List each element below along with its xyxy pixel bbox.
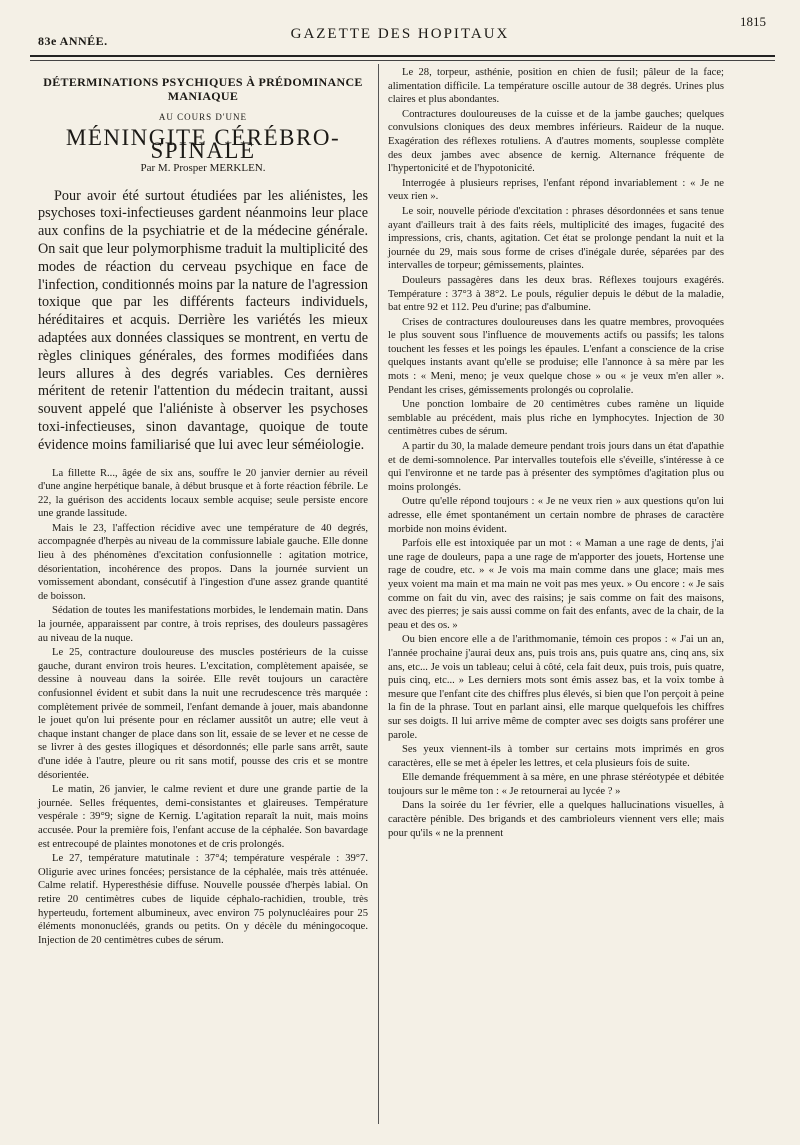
left-column: [38, 66, 368, 948]
body-paragraph: Douleurs passagères dans les deux bras. Réflexes toujours exagérés. Température : 37°3 à 38°2. Le pouls, régulier depuis le début de la maladie, bat entre 92 et 112. Peu d'urine; pas d'albumine.: [388, 274, 724, 314]
body-paragraph: Parfois elle est intoxiquée par un mot : « Maman a une rage de dents, j'ai une rage de douleurs, papa a une rage de m'apporter des jouets, Hortense une rage de coudre, etc. » « Je vois ma main comme dans une glace; mais mes yeux voient ma main et ma main ne voit pas mes yeux. » Ou encore : « Je sais comme on fait du vin, avec des raisins; je sais comme on fait des maisons, avec des pierres; je sais aussi comme on fait des enfants, avec de la chair, de la peau et des os. »: [388, 538, 724, 631]
body-paragraph: Dans la soirée du 1er février, elle a quelques hallucinations visuelles, à caractère pénible. Des brigands et des cambrioleurs viennent vers elle; mais pour qu'ils « ne la prennent: [388, 800, 724, 839]
body-paragraph: Le matin, 26 janvier, le calme revient et dure une grande partie de la journée. Selles fréquentes, demi-consistantes et glaireuses. Température vespérale : 39°9; signe de Kernig. L'agitation reparaît la nuit, mais moins accusée. Pour la première fois, l'enfant accuse de la céphalée. Son bavardage est entrecoupé de plaintes monotones et de cris prolongés.: [38, 784, 368, 850]
body-paragraph: Ses yeux viennent-ils à tomber sur certains mots imprimés en gros caractères, elle se met à épeler les lettres, et cela plusieurs fois de suite.: [388, 744, 724, 769]
page-number: 1815: [740, 14, 766, 29]
article-subkicker: AU COURS D'UNE: [158, 112, 248, 123]
article-title: MÉNINGITE CÉRÉBRO-SPINALE: [65, 124, 341, 164]
body-paragraph: Interrogée à plusieurs reprises, l'enfant répond invariablement : « Je ne veux rien ».: [388, 177, 724, 203]
body-paragraph: Le 28, torpeur, asthénie, position en chien de fusil; pâleur de la face; alimentation difficile. La température oscille autour de 38 degrés. Urines plus claires et plus abondantes.: [388, 67, 724, 106]
lead-paragraph: Pour avoir été surtout étudiées par les aliénistes, les psychoses toxi-infectieuses gardent néanmoins leur place aux confins de la psychiatrie et de la médecine générale. On sait que leur polymorphisme traduit la multiplicité des modes de réaction du cerveau psychique en face de l'infection, conditionnés moins par la nature de l'agression toxique que par les différents facteurs individuels, héréditaires et acquis. Derrière les variétés les mieux adaptées aux données classiques se montrent, en vertu de règles cliniques générales, des formes modifiées dans leurs allures à des degrés variables. Ces dernières méritent de retenir l'attention du médecin traitant, aussi souvent appelé que l'aliéniste à observer les psychoses toxi-infectieuses, sinon davantage, quoique de toute évidence moins familiarisé que lui avec leur séméiologie.: [38, 187, 368, 453]
body-paragraph: Le 25, contracture douloureuse des muscles postérieurs de la cuisse gauche, durant environ trois heures. L'excitation, complètement apaisée, se dessine à nouveau dans la soirée. Elle revêt toujours un caractère confusionnel évident et subit dans la nuit une recrudescence très marquée : complètement privée de sommeil, l'enfant demande à jouer, mais abandonne le jouet qu'on lui présente pour en réclamer aussitôt un autre; elle veut à chaque instant changer de place dans son lit, essaie de se lever et ne cesse de se livrer à des gestes illogiques et désordonnés; elle parle sans arrêt, saute d'une idée à l'autre, pleure ou rit sans motif, pousse des cris et se montre désorientée.: [38, 647, 368, 781]
body-paragraph: Une ponction lombaire de 20 centimètres cubes ramène un liquide semblable au précédent, mais plus riche en lymphocytes. Injection de 30 centimètres cubes de sérum.: [388, 399, 724, 438]
body-paragraph: Le soir, nouvelle période d'excitation : phrases désordonnées et sans tenue ayant d'ailleurs trait à des faits réels, multiplicité des images, fugacité des impressions, cris, chants, agitation. Cet état se prolonge pendant la nuit et la journée du 29, mais sous forme de crises d'inégale durée, séparées par des intervalles de torpeur; gémissements, plaintes.: [388, 205, 724, 272]
body-paragraph: Outre qu'elle répond toujours : « Je ne veux rien » aux questions qu'on lui adresse, elle émet spontanément un certain nombre de phrases de caractère morbide non moins évident.: [388, 496, 724, 535]
journal-title: GAZETTE DES HOPITAUX: [290, 26, 510, 42]
year-label: 83e ANNÉE.: [38, 34, 108, 48]
body-paragraph: Sédation de toutes les manifestations morbides, le lendemain matin. Dans la journée, apparaissent par contre, à trois reprises, des douleurs passagères au niveau de la nuque.: [38, 605, 368, 644]
article-kicker: DÉTERMINATIONS PSYCHIQUES À PRÉDOMINANCE MANIAQUE: [43, 75, 363, 103]
body-paragraph: Elle demande fréquemment à sa mère, en une phrase stéréotypée et débitée toujours sur le même ton : « Je retournerai au lycée ? »: [388, 772, 724, 797]
right-column: [388, 66, 724, 841]
body-paragraph: Ou bien encore elle a de l'arithmomanie, témoin ces propos : « J'ai un an, l'année prochaine j'aurai deux ans, puis trois ans, puis quatre ans, cinq ans, six ans, etc... Je vois un tableau; celui à côté, cela fait deux, puis trois, puis quatre, puis cinq, etc... » Les derniers mots sont émis assez bas, et la voix tombe à mesure que l'enfant cite des chiffres plus élevés, si bien que l'on perçoit à peine la fin de la phrase. Tout en parlant ainsi, elle marque quelquefois les chiffres sur ses doigts. Il lui arrive même de compter avec ses doigts sans proférer une parole.: [388, 634, 724, 741]
header-rule-thin: [30, 60, 775, 61]
body-paragraph: Contractures douloureuses de la cuisse et de la jambe gauches; quelques convulsions cloniques des deux membres inférieurs. Raideur de la nuque. Exagération des réflexes rotuliens. A d'autres moments, souplesse complète des deux jambes avec absence de kernig. Alternance fréquente de l'hypertonicité et de l'hypotonicité.: [388, 108, 724, 175]
body-paragraph: Le 27, température matutinale : 37°4; température vespérale : 39°7. Oligurie avec urines foncées; persistance de la céphalée, mais très atténuée. Calme relatif. Hyperesthésie diffuse. Nouvelle poussée d'herpès labial. On retire 20 centimètres cubes de liquide céphalo-rachidien, trouble, très hyperteudu, fortement albumineux, avec environ 75 polynucléaires pour 25 éléments mononucléés, grands ou petits. On y décèle du méningocoque. Injection de 20 centimètres cubes de sérum.: [38, 853, 368, 946]
body-paragraph: A partir du 30, la malade demeure pendant trois jours dans un état d'apathie et de demi-somnolence. Par intervalles toutefois elle s'éveille, s'intéresse à ce qui l'environne et ne tarde pas à présenter des symptômes d'agitation plus ou moins prolongés.: [388, 441, 724, 493]
header-rule: [30, 55, 775, 57]
article-author: Par M. Prosper MERKLEN.: [140, 161, 266, 174]
column-divider: [378, 64, 379, 1124]
body-paragraph: Mais le 23, l'affection récidive avec une température de 40 degrés, accompagnée d'herpès au niveau de la commissure labiale gauche. Elle donne lieu à des phénomènes d'excitation confusionnelle : agitation motrice, désorientation, incohérence des propos. Dans la journée survient un vomissement abondant, consécutif à l'ingestion d'une assez grande quantité de boisson.: [38, 522, 368, 602]
body-paragraph: Crises de contractures douloureuses dans les quatre membres, provoquées le plus souvent sous l'influence de mouvements actifs ou passifs; les talons touchent les fesses et les poings les épaules. L'enfant a conscience de la crise quelques instants avant qu'elle se produise; elle l'annonce à sa mère par les mots : « Meni, meno; je veux quelque chose » ou « je veux m'en aller ». Pendant les crises, gémissements prolongés ou coprolalie.: [388, 316, 724, 396]
body-paragraph: La fillette R..., âgée de six ans, souffre le 20 janvier dernier au réveil d'une angine herpétique banale, à début brusque et à forte réaction fébrile. Le 22, la guérison des accidents locaux semble acquise; seule persiste encore une grande lassitude.: [38, 467, 368, 520]
